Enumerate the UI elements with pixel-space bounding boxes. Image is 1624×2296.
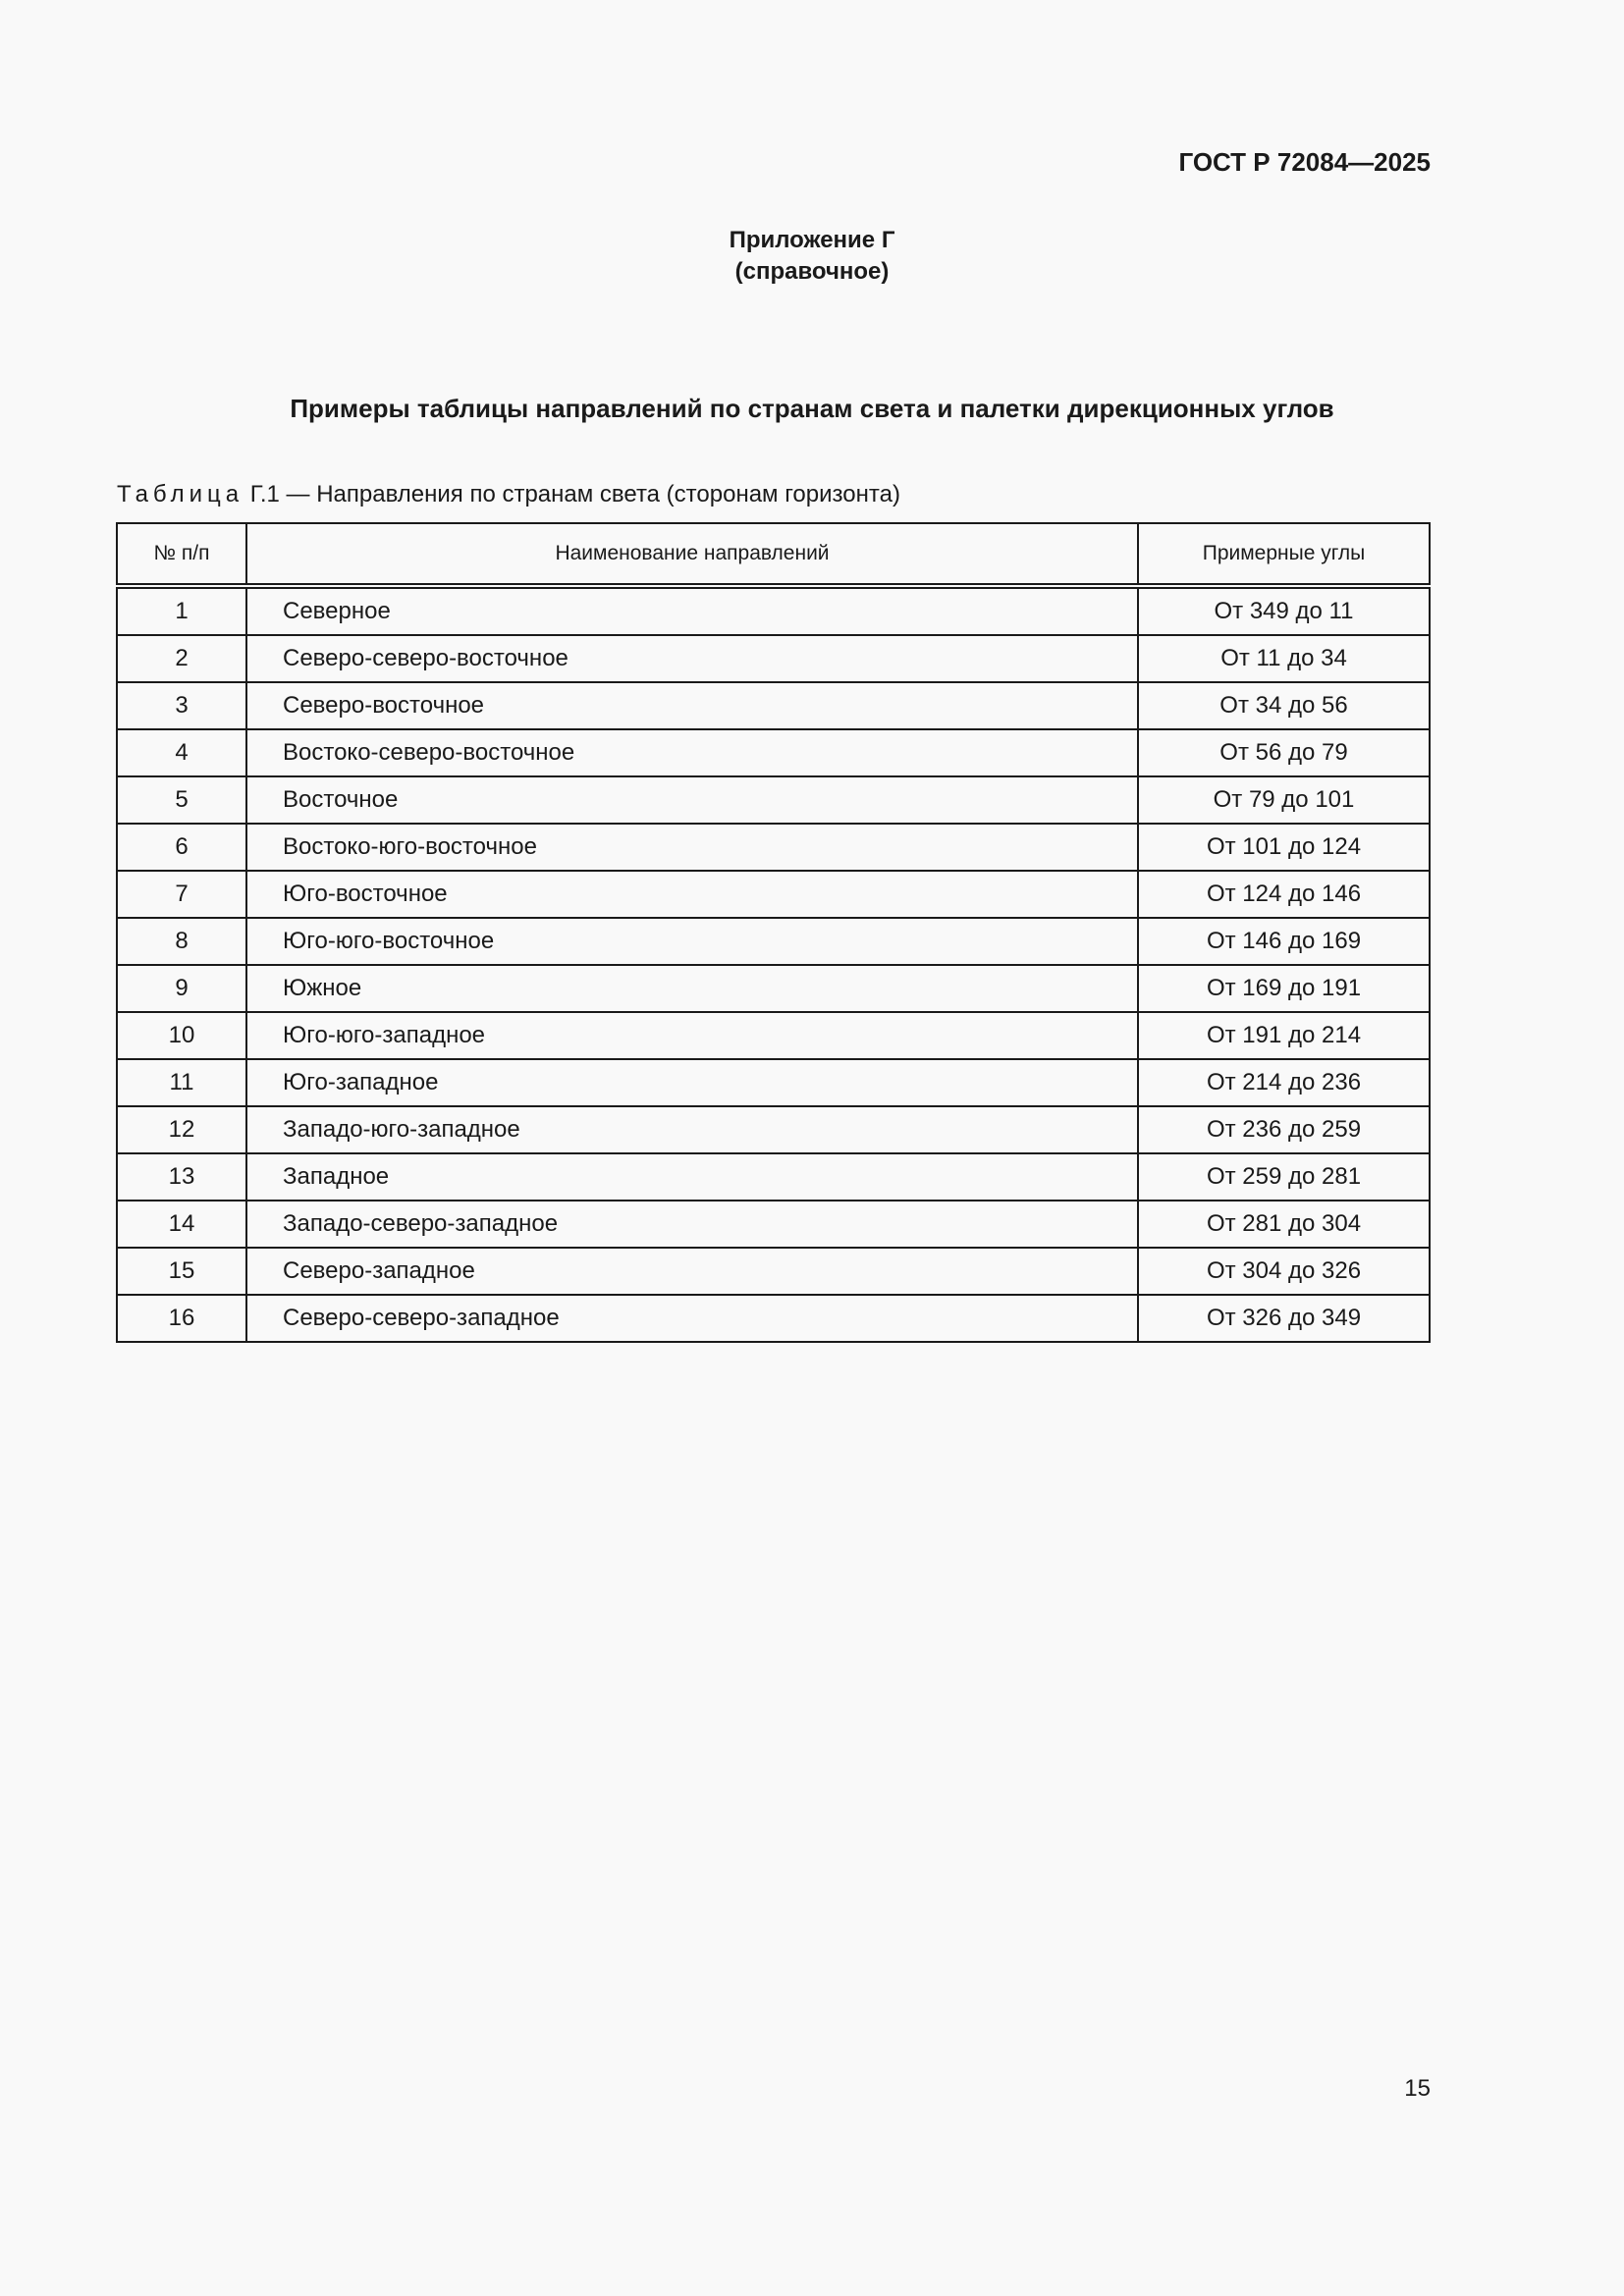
approximate-angles: От 79 до 101 [1138,776,1430,824]
table-body [117,586,1430,1342]
directions-table [116,522,1431,1343]
table-caption-text: Г.1 — Направления по странам света (сторонам горизонта) [244,481,900,507]
direction-name: Северо-северо-западное [246,1295,1138,1342]
table-header-row [117,523,1430,586]
approximate-angles: От 101 до 124 [1138,824,1430,871]
table-row [117,1248,1430,1295]
approximate-angles: От 214 до 236 [1138,1059,1430,1106]
row-number: 6 [117,824,246,871]
direction-name: Западное [246,1153,1138,1201]
table-row [117,776,1430,824]
row-number: 13 [117,1153,246,1201]
table-row [117,824,1430,871]
direction-name: Востоко-северо-восточное [246,729,1138,776]
page-number: 15 [1404,2075,1431,2102]
row-number: 4 [117,729,246,776]
direction-name: Западо-северо-западное [246,1201,1138,1248]
section-title: Примеры таблицы направлений по странам света и палетки дирекционных углов [290,394,1334,423]
direction-name: Восточное [246,776,1138,824]
direction-name: Северо-северо-восточное [246,635,1138,682]
row-number: 3 [117,682,246,729]
table-row [117,586,1430,635]
approximate-angles: От 56 до 79 [1138,729,1430,776]
direction-name: Северное [246,586,1138,635]
row-number: 12 [117,1106,246,1153]
direction-name: Юго-юго-западное [246,1012,1138,1059]
row-number: 1 [117,586,246,635]
direction-name: Западо-юго-западное [246,1106,1138,1153]
row-number: 5 [117,776,246,824]
column-header-direction-name: Наименование направлений [246,523,1138,586]
row-number: 11 [117,1059,246,1106]
table-row [117,682,1430,729]
direction-name: Южное [246,965,1138,1012]
table-caption-label: Таблица [117,481,244,507]
appendix-title: Приложение Г [729,227,895,253]
table-row [117,1106,1430,1153]
direction-name: Юго-западное [246,1059,1138,1106]
table-header [117,523,1430,586]
row-number: 9 [117,965,246,1012]
column-header-angles: Примерные углы [1138,523,1430,586]
row-number: 7 [117,871,246,918]
approximate-angles: От 34 до 56 [1138,682,1430,729]
approximate-angles: От 236 до 259 [1138,1106,1430,1153]
approximate-angles: От 259 до 281 [1138,1153,1430,1201]
table-row [117,1295,1430,1342]
approximate-angles: От 11 до 34 [1138,635,1430,682]
row-number: 14 [117,1201,246,1248]
direction-name: Северо-восточное [246,682,1138,729]
table-caption [117,481,900,508]
approximate-angles: От 191 до 214 [1138,1012,1430,1059]
appendix-subtitle: (справочное) [734,258,890,285]
row-number: 8 [117,918,246,965]
approximate-angles: От 326 до 349 [1138,1295,1430,1342]
row-number: 10 [117,1012,246,1059]
appendix-heading [0,225,1624,288]
approximate-angles: От 281 до 304 [1138,1201,1430,1248]
direction-name: Юго-юго-восточное [246,918,1138,965]
directions-table-wrapper [116,522,1429,1343]
table-row [117,1201,1430,1248]
table-row [117,871,1430,918]
table-row [117,635,1430,682]
direction-name: Юго-восточное [246,871,1138,918]
column-header-number: № п/п [117,523,246,586]
direction-name: Востоко-юго-восточное [246,824,1138,871]
approximate-angles: От 146 до 169 [1138,918,1430,965]
approximate-angles: От 124 до 146 [1138,871,1430,918]
table-row [117,918,1430,965]
direction-name: Северо-западное [246,1248,1138,1295]
approximate-angles: От 304 до 326 [1138,1248,1430,1295]
row-number: 15 [117,1248,246,1295]
table-row [117,1059,1430,1106]
table-row [117,729,1430,776]
table-row [117,1012,1430,1059]
row-number: 2 [117,635,246,682]
approximate-angles: От 169 до 191 [1138,965,1430,1012]
approximate-angles: От 349 до 11 [1138,586,1430,635]
row-number: 16 [117,1295,246,1342]
table-row [117,1153,1430,1201]
document-code: ГОСТ Р 72084—2025 [1178,147,1431,177]
table-row [117,965,1430,1012]
